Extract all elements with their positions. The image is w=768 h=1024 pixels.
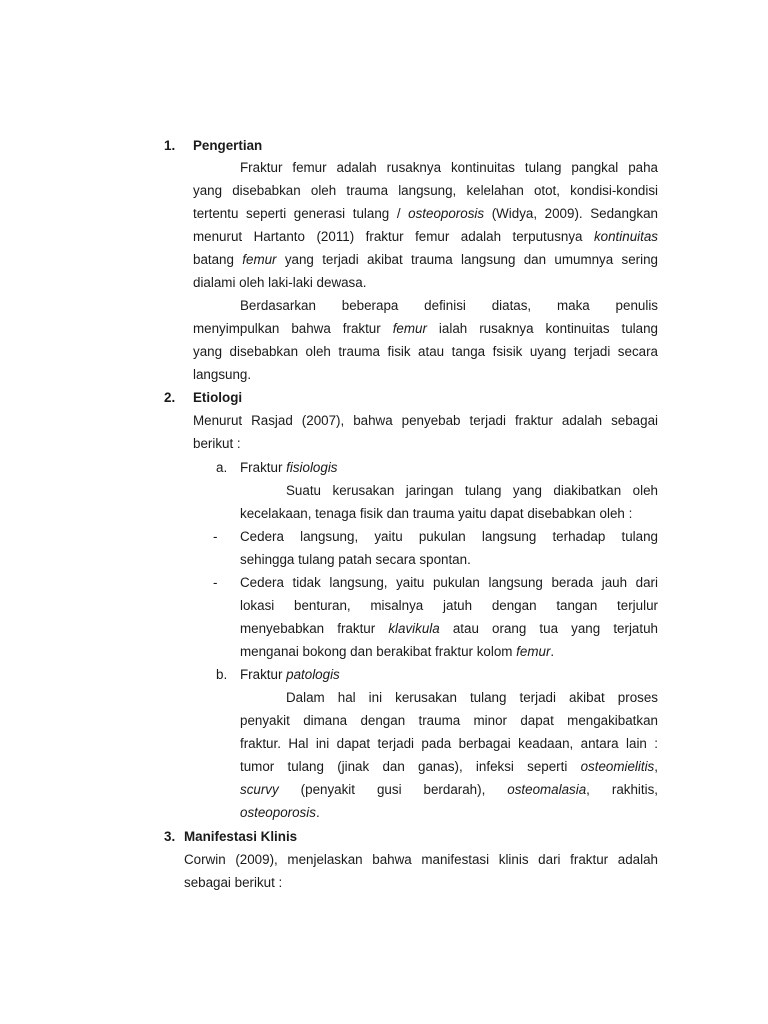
text-run: . bbox=[315, 805, 320, 820]
paragraph-line: Suatu kerusakan jaringan tulang yang diakibatkan oleh bbox=[286, 483, 658, 498]
dash-marker: - bbox=[213, 529, 218, 544]
text-run: ialah rusaknya kontinuitas tulang bbox=[426, 321, 658, 336]
paragraph-line: Fraktur femur adalah rusaknya kontinuitas tulang pangkal paha bbox=[240, 160, 658, 175]
section-1-number: 1. bbox=[164, 138, 176, 153]
italic-term: fisiologis bbox=[286, 460, 338, 475]
paragraph-line: yang disebabkan oleh trauma fisik atau tanga fsisik uyang terjadi secara bbox=[193, 344, 658, 359]
paragraph-line: kecelakaan, tenaga fisik dan trauma yaitu dapat disebabkan oleh : bbox=[240, 506, 633, 521]
list-marker-a: a. bbox=[216, 460, 228, 475]
text-run: , bbox=[654, 759, 658, 774]
paragraph-line bbox=[240, 642, 554, 662]
text-run: batang bbox=[193, 252, 243, 267]
paragraph-line bbox=[240, 803, 320, 823]
paragraph-line: Corwin (2009), menjelaskan bahwa manifestasi klinis dari fraktur adalah bbox=[184, 852, 658, 867]
text-run: menganai bokong dan berakibat fraktur kolom bbox=[240, 644, 517, 659]
italic-term: scurvy bbox=[240, 782, 279, 797]
text-run: , rakhitis, bbox=[586, 782, 658, 797]
section-3-number: 3. bbox=[164, 829, 176, 844]
italic-term: klavikula bbox=[388, 621, 440, 636]
section-2-heading: Etiologi bbox=[193, 390, 243, 405]
italic-term: osteomalasia bbox=[507, 782, 587, 797]
italic-term: femur bbox=[242, 252, 277, 267]
dash-marker: - bbox=[213, 575, 218, 590]
paragraph-line bbox=[193, 319, 658, 339]
text-run: menurut Hartanto (2011) fraktur femur adalah terputusnya bbox=[193, 229, 594, 244]
italic-term: osteomielitis bbox=[580, 759, 655, 774]
italic-term: femur bbox=[392, 321, 427, 336]
text-run: atau orang tua yang terjatuh bbox=[439, 621, 658, 636]
italic-term: femur bbox=[516, 644, 551, 659]
paragraph-line: yang disebabkan oleh trauma langsung, kelelahan otot, kondisi-kondisi bbox=[193, 183, 658, 198]
paragraph-line bbox=[240, 757, 658, 777]
text-run: . bbox=[550, 644, 555, 659]
italic-term: patologis bbox=[286, 667, 340, 682]
italic-term: osteoporosis bbox=[240, 805, 316, 820]
paragraph-line: dialami oleh laki-laki dewasa. bbox=[193, 275, 367, 290]
text-run: tertentu seperti generasi tulang / bbox=[193, 206, 409, 221]
italic-term: osteoporosis bbox=[408, 206, 485, 221]
paragraph-line bbox=[240, 619, 658, 639]
list-marker-b: b. bbox=[216, 667, 228, 682]
paragraph-line bbox=[240, 780, 658, 800]
paragraph-line: langsung. bbox=[193, 367, 252, 382]
section-3-heading: Manifestasi Klinis bbox=[184, 829, 298, 844]
italic-term: kontinuitas bbox=[593, 229, 658, 244]
section-1-heading: Pengertian bbox=[193, 138, 263, 153]
paragraph-line: penyakit dimana dengan trauma minor dapat mengakibatkan bbox=[240, 713, 658, 728]
paragraph-line: Cedera langsung, yaitu pukulan langsung terhadap tulang bbox=[240, 529, 658, 544]
paragraph-line: lokasi benturan, misalnya jatuh dengan tangan terjulur bbox=[240, 598, 658, 613]
paragraph-line: Dalam hal ini kerusakan tulang terjadi akibat proses bbox=[286, 690, 658, 705]
text-run: tumor tulang (jinak dan ganas), infeksi seperti bbox=[240, 759, 581, 774]
paragraph-line: Menurut Rasjad (2007), bahwa penyebab terjadi fraktur adalah sebagai bbox=[193, 413, 658, 428]
text-run: Fraktur bbox=[240, 667, 287, 682]
text-run: menyebabkan fraktur bbox=[240, 621, 389, 636]
subheading-a bbox=[240, 458, 338, 478]
paragraph-line: sehingga tulang patah secara spontan. bbox=[240, 552, 471, 567]
section-2-number: 2. bbox=[164, 390, 176, 405]
text-run: yang terjadi akibat trauma langsung dan umumnya sering bbox=[276, 252, 658, 267]
paragraph-line bbox=[193, 204, 658, 224]
paragraph-line bbox=[193, 250, 658, 270]
subheading-b bbox=[240, 665, 340, 685]
paragraph-line: sebagai berikut : bbox=[184, 875, 283, 890]
paragraph-line: fraktur. Hal ini dapat terjadi pada berbagai keadaan, antara lain : bbox=[240, 736, 658, 751]
paragraph-line: Cedera tidak langsung, yaitu pukulan langsung berada jauh dari bbox=[240, 575, 658, 590]
text-run: (penyakit gusi berdarah), bbox=[278, 782, 508, 797]
text-run: Fraktur bbox=[240, 460, 287, 475]
paragraph-line: berikut : bbox=[193, 436, 241, 451]
text-run: (Widya, 2009). Sedangkan bbox=[484, 206, 658, 221]
paragraph-line bbox=[193, 227, 658, 247]
text-run: menyimpulkan bahwa fraktur bbox=[193, 321, 393, 336]
paragraph-line: Berdasarkan beberapa definisi diatas, maka penulis bbox=[240, 298, 658, 313]
